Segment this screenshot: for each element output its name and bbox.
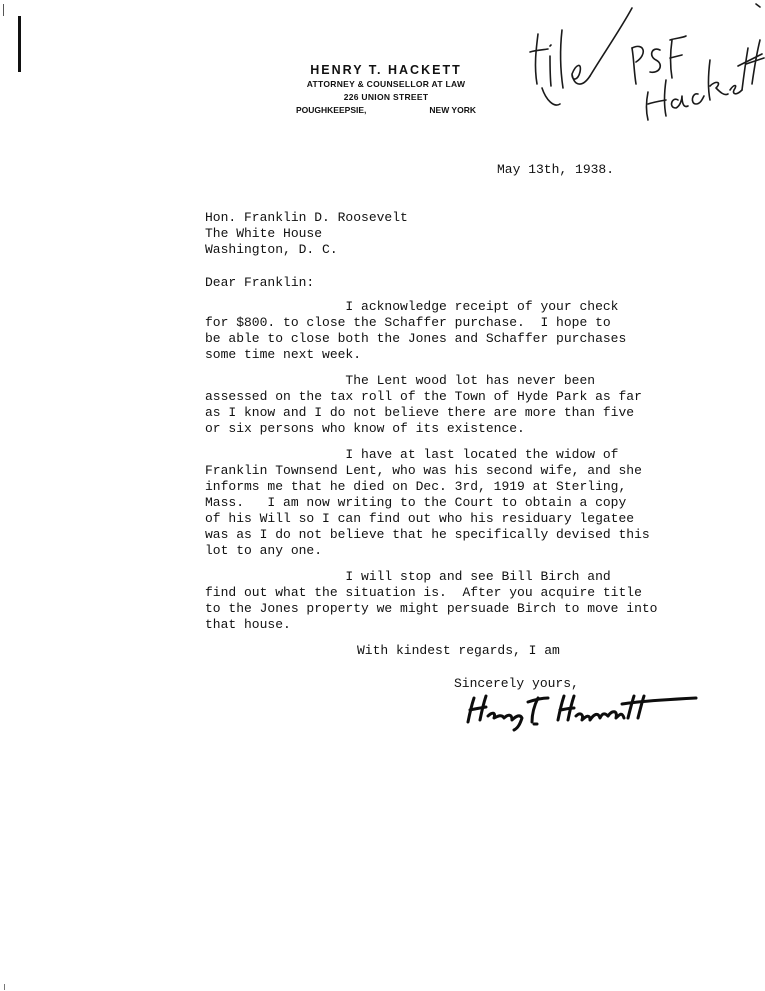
corner-mark <box>3 4 4 16</box>
body-line: I will stop and see Bill Birch and <box>205 569 611 584</box>
body-line: or six persons who know of its existence. <box>205 421 525 436</box>
body-line: I have at last located the widow of <box>205 447 619 462</box>
handwritten-annotation <box>520 0 765 125</box>
letter-date: May 13th, 1938. <box>497 162 615 177</box>
sign-off: Sincerely yours, <box>454 676 579 691</box>
body-line: be able to close both the Jones and Schaffer purchases <box>205 331 627 346</box>
body-line: as I know and I do not believe there are more than five <box>205 405 635 420</box>
letterhead-city-line <box>296 104 476 117</box>
body-line: of his Will so I can find out who his residuary legatee <box>205 511 635 526</box>
body-line: was as I do not believe that he specifically devised this <box>205 527 650 542</box>
letterhead-name: HENRY T. HACKETT <box>310 63 462 77</box>
body-line: that house. <box>205 617 291 632</box>
body-line: Mass. I am now writing to the Court to obtain a copy <box>205 495 627 510</box>
body-line: some time next week. <box>205 347 362 362</box>
body-line: Franklin Townsend Lent, who was his second wife, and she <box>205 463 642 478</box>
letterhead-city: POUGHKEEPSIE, <box>296 105 367 115</box>
signature <box>462 692 702 732</box>
body-line: to the Jones property we might persuade Birch to move into <box>205 601 658 616</box>
addressee-line: Hon. Franklin D. Roosevelt <box>205 210 408 225</box>
body-line: The Lent wood lot has never been <box>205 373 596 388</box>
margin-mark <box>18 16 21 72</box>
addressee-line: Washington, D. C. <box>205 242 338 257</box>
body-line: informs me that he died on Dec. 3rd, 1919 at Sterling, <box>205 479 627 494</box>
body-line: assessed on the tax roll of the Town of Hyde Park as far <box>205 389 642 404</box>
salutation: Dear Franklin: <box>205 275 315 290</box>
addressee-line: The White House <box>205 226 323 241</box>
letterhead-state: NEW YORK <box>429 105 476 115</box>
body-line: lot to any one. <box>205 543 323 558</box>
body-line: for $800. to close the Schaffer purchase. I hope to <box>205 315 611 330</box>
corner-mark <box>4 984 5 990</box>
letterhead-title: ATTORNEY & COUNSELLOR AT LAW <box>306 79 466 89</box>
body-line: I acknowledge receipt of your check <box>205 299 619 314</box>
body-line: find out what the situation is. After you acquire title <box>205 585 642 600</box>
letterhead <box>296 62 476 117</box>
closing-line: With kindest regards, I am <box>357 643 560 658</box>
letterhead-street: 226 UNION STREET <box>343 92 429 102</box>
